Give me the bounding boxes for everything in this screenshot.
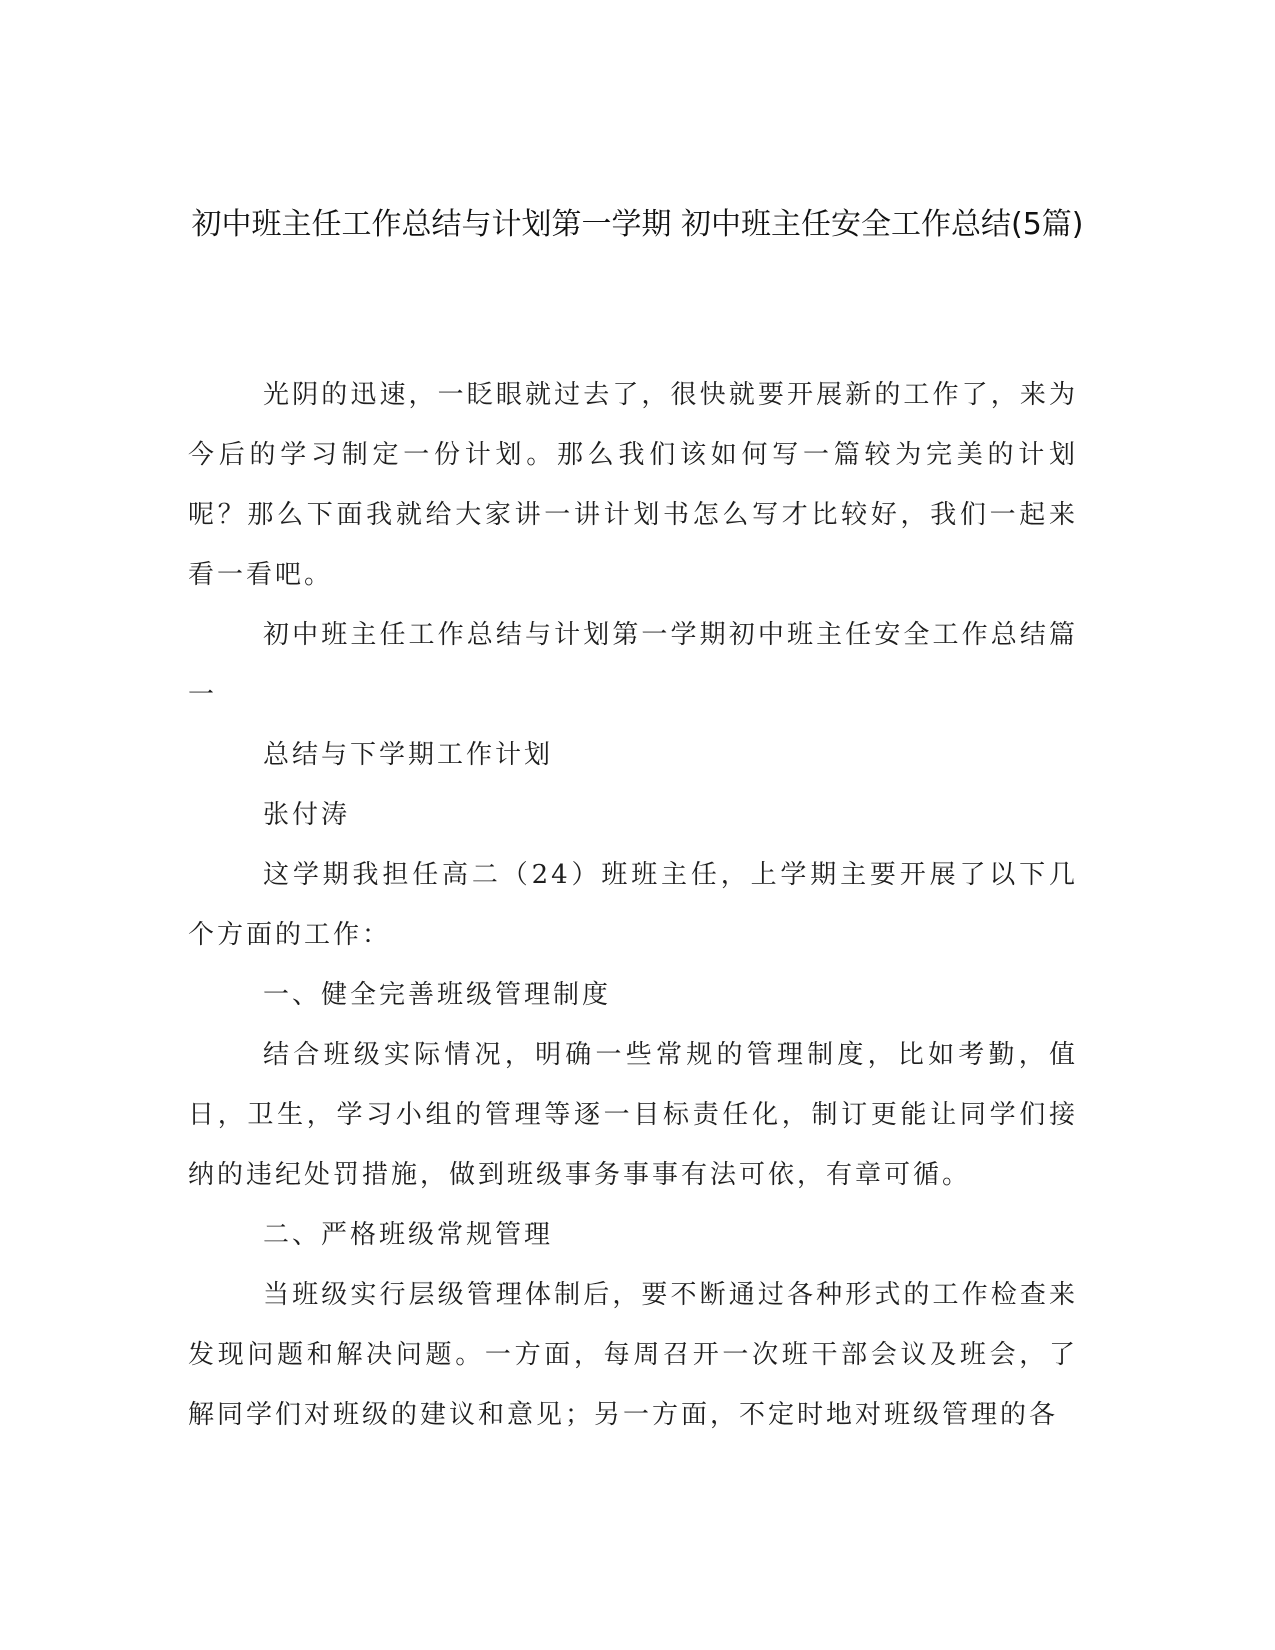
paragraph-content-one: 结合班级实际情况，明确一些常规的管理制度，比如考勤，值日，卫生，学习小组的管理等逐一目标责任化，制订更能让同学们接纳的违纪处罚措施，做到班级事务事事有法可依，有章可循。 <box>188 1040 1078 1190</box>
paragraph-section-heading: 初中班主任工作总结与计划第一学期初中班主任安全工作总结篇一 <box>188 620 1078 710</box>
paragraph-intro: 光阴的迅速，一眨眼就过去了，很快就要开展新的工作了，来为今后的学习制定一份计划。那么我们该如何写一篇较为完美的计划呢？那么下面我就给大家讲一讲计划书怎么写才比较好，我们一起来看一看吧。 <box>188 380 1078 590</box>
paragraph-subtitle: 总结与下学期工作计划 <box>263 740 554 770</box>
document-title: 初中班主任工作总结与计划第一学期 初中班主任安全工作总结(5篇) <box>191 207 1084 242</box>
paragraph-overview: 这学期我担任高二（24）班班主任，上学期主要开展了以下几个方面的工作： <box>188 860 1078 950</box>
paragraph-author: 张付涛 <box>263 800 351 830</box>
paragraph-content-two: 当班级实行层级管理体制后，要不断通过各种形式的工作检查来发现问题和解决问题。一方面，每周召开一次班干部会议及班会，了解同学们对班级的建议和意见；另一方面，不定时地对班级管理的各 <box>188 1280 1078 1430</box>
document-body <box>188 365 1078 1445</box>
paragraph-heading-two: 二、严格班级常规管理 <box>263 1220 554 1250</box>
paragraph-heading-one: 一、健全完善班级管理制度 <box>263 980 612 1010</box>
